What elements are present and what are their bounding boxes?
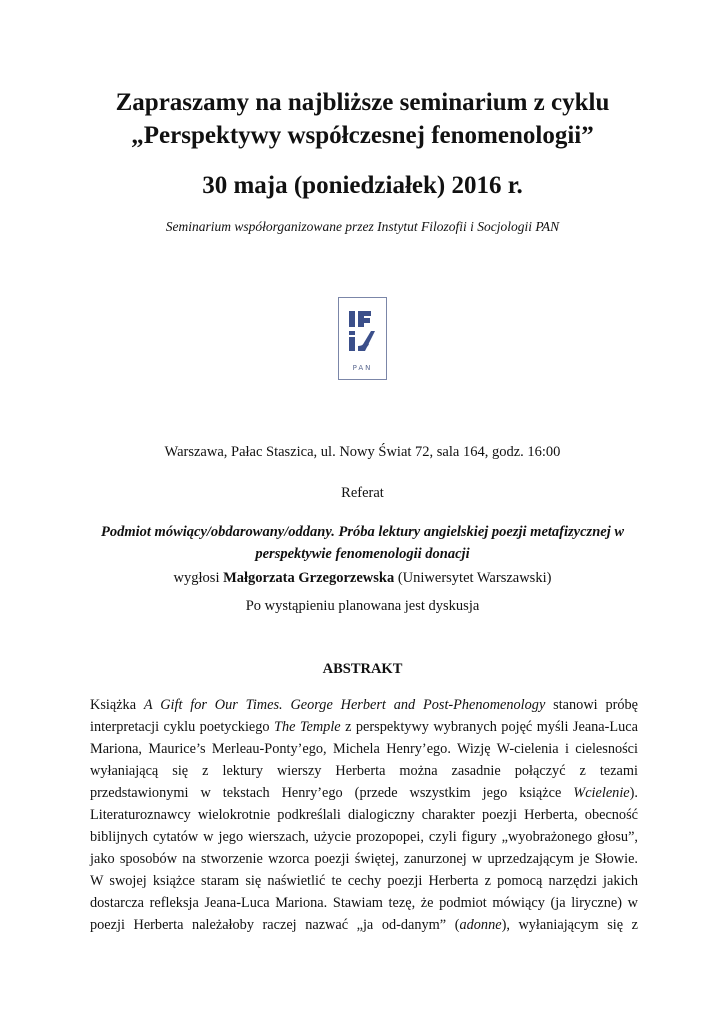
abstract-line — [90, 694, 638, 716]
event-date: 30 maja (poniedziałek) 2016 r. — [202, 172, 523, 199]
term-italic: adonne — [459, 917, 502, 933]
speaker-line — [40, 569, 685, 587]
title-line-2: „Perspektywy współczesnej fenomenologii” — [131, 122, 594, 149]
ifis-pan-logo-icon — [338, 297, 387, 380]
abstract-line: Mariona, Maurice’s Merleau-Ponty’ego, Michela Henry’ego. Wizję W-cielenia i cielesności — [90, 741, 638, 757]
speaker-prefix: wygłosi — [173, 570, 220, 586]
abstract-line: biblijnych cytatów w jego wierszach, użycie prozopopei, czyli figury „wyobrażonego głosu”, — [90, 829, 638, 845]
abstract-text: Książka — [90, 697, 137, 713]
abstract-line: jako sposobów na stworzenie wzorca poezji świętej, zanurzonej w uprzedzającym je Słowie. — [90, 851, 638, 867]
talk-title — [40, 521, 685, 565]
work-title: The Temple — [274, 719, 341, 735]
abstract-heading: ABSTRAKT — [322, 661, 403, 677]
abstract-line — [90, 716, 638, 738]
speaker-affiliation: (Uniwersytet Warszawski) — [397, 570, 552, 586]
event-location: Warszawa, Pałac Staszica, ul. Nowy Świat 72, sala 164, godz. 16:00 — [164, 444, 561, 460]
abstract-text: interpretacji cyklu poetyckiego — [90, 719, 270, 735]
abstract-line: dostarcza refleksja Jeana-Luca Mariona. Stawiam tezę, że podmiot mówiący (ja liryczne) w — [90, 895, 638, 911]
abstract-text: ). — [629, 785, 638, 801]
work-title: Wcielenie — [573, 785, 630, 801]
abstract-line — [90, 782, 638, 804]
abstract-body — [90, 694, 638, 936]
abstract-text: ), wyłaniającym się z — [501, 917, 638, 933]
discussion-note: Po wystąpieniu planowana jest dyskusja — [245, 598, 480, 614]
book-title: A Gift for Our Times. George Herbert and Post-Phenomenology — [143, 697, 546, 713]
abstract-line — [90, 914, 638, 936]
co-organizer-note: Seminarium współorganizowane przez Instytut Filozofii i Socjologii PAN — [165, 219, 560, 234]
speaker-name: Małgorzata Grzegorzewska — [223, 570, 395, 586]
abstract-line: wyłaniającą się z lektury wierszy Herberta można zasadnie połączyć z tezami — [90, 763, 638, 779]
abstract-text: stanowi próbę — [553, 697, 639, 713]
abstract-line: W swojej książce staram się naświetlić te cechy poezji Herberta z pomocą narzędzi jakich — [90, 873, 638, 889]
talk-title-line-1: Podmiot mówiący/obdarowany/oddany. Próba lektury angielskiej poezji metafizycznej w — [100, 524, 625, 540]
abstract-line: Literaturoznawcy wielokrotnie podkreślali dialogiczny charakter poezji Herberta, obecność — [90, 807, 638, 823]
title-line-1: Zapraszamy na najbliższe seminarium z cyklu — [115, 89, 610, 116]
logo-graphic — [339, 298, 386, 379]
abstract-text: poezji Herberta należałoby raczej nazwać „ja od-danym” ( — [90, 917, 460, 933]
lecture-label: Referat — [341, 485, 384, 501]
logo-text: PAN — [352, 364, 373, 372]
page-title — [40, 86, 685, 152]
talk-title-line-2: perspektywie fenomenologii donacji — [255, 546, 470, 562]
abstract-text: przedstawionymi w tekstach Henry’ego (przede wszystkim jego książce — [90, 785, 562, 801]
abstract-text: z perspektywy wybranych pojęć myśli Jeana-Luca — [345, 719, 638, 735]
